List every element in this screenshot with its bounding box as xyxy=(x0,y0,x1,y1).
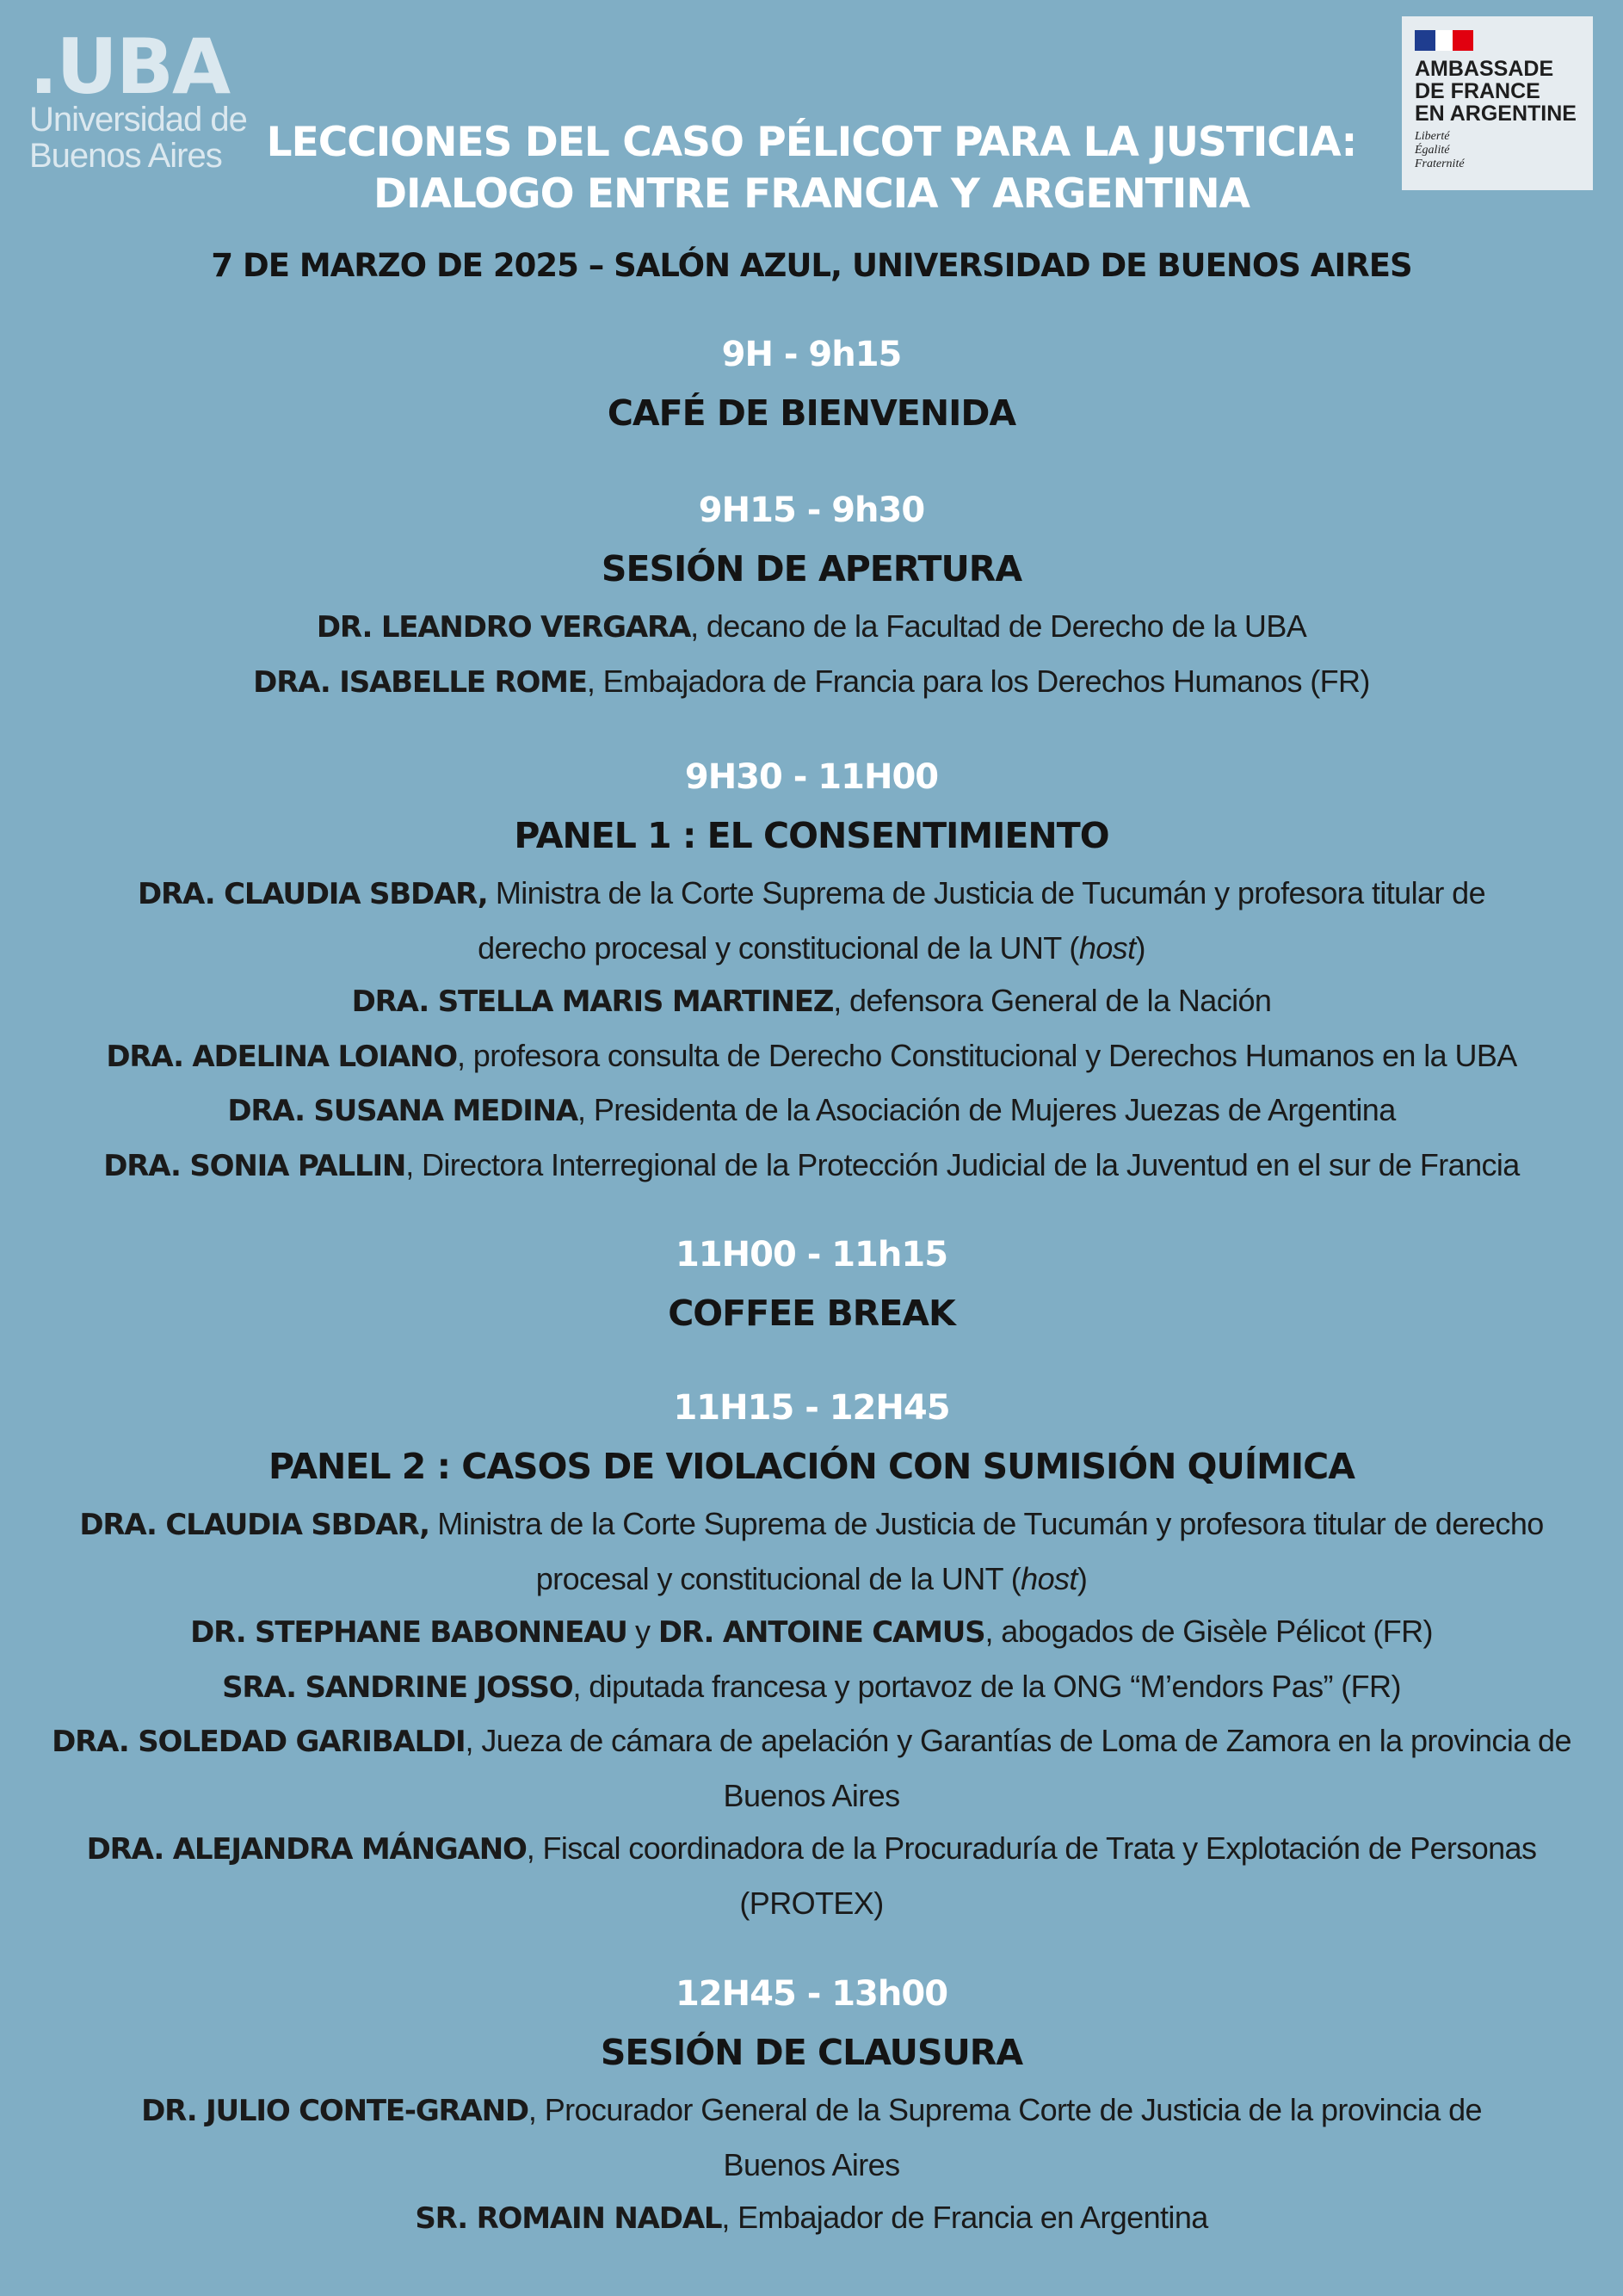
speaker-description-cont xyxy=(0,2139,1623,2192)
speaker-name: DR. STEPHANE BABONNEAU xyxy=(190,1615,627,1650)
speaker-name: DRA. STELLA MARIS MARTINEZ xyxy=(351,984,834,1019)
speaker-entry xyxy=(0,1083,1623,1139)
speaker-name: DRA. CLAUDIA SBDAR, xyxy=(137,877,488,911)
speaker-role: host xyxy=(1021,1560,1077,1596)
session-time: 12H45 - 13h00 xyxy=(675,1974,948,2014)
speaker-name: DRA. SUSANA MEDINA xyxy=(227,1094,578,1128)
speaker-entry xyxy=(0,600,1623,655)
speaker-description-cont xyxy=(0,1552,1623,1606)
speaker-description: , Embajador de Francia en Argentina xyxy=(721,2200,1208,2235)
speaker-description: , Fiscal coordinadora de la Procuraduría de Trata y Explotación de Personas xyxy=(526,1830,1537,1866)
speaker-connector: y xyxy=(626,1614,658,1649)
speaker-list xyxy=(0,1497,1623,1929)
event-date-location: 7 DE MARZO DE 2025 – SALÓN AZUL, UNIVERSIDAD DE BUENOS AIRES xyxy=(211,247,1412,284)
speaker-description: , Embajadora de Francia para los Derechos Humanos (FR) xyxy=(586,663,1370,699)
speaker-description: derecho procesal y constitucional de la UNT ( xyxy=(478,929,1079,966)
agenda-section xyxy=(0,1232,1623,1337)
speaker-description: ) xyxy=(1135,929,1145,966)
embassy-name-line1: AMBASSADE xyxy=(1415,57,1554,81)
session-time: 9H30 - 11H00 xyxy=(684,757,939,797)
session-title: SESIÓN DE CLAUSURA xyxy=(600,2032,1023,2073)
speaker-entry xyxy=(0,1714,1623,1769)
title-line-2: DIALOGO ENTRE FRANCIA Y ARGENTINA xyxy=(373,170,1250,218)
speaker-entry xyxy=(0,1660,1623,1715)
speaker-name: DRA. ISABELLE ROME xyxy=(253,664,587,700)
speaker-description: , Jueza de cámara de apelación y Garantías de Loma de Zamora en la provincia de xyxy=(465,1723,1571,1758)
session-title: COFFEE BREAK xyxy=(668,1293,955,1334)
speaker-list xyxy=(0,600,1623,709)
speaker-entry xyxy=(0,2191,1623,2246)
speaker-entry xyxy=(0,1139,1623,1194)
embassy-name-line2: DE FRANCE xyxy=(1415,79,1540,103)
speaker-description-cont xyxy=(0,1769,1623,1823)
speaker-entry xyxy=(0,655,1623,710)
speaker-entry xyxy=(0,1605,1623,1660)
speaker-name: SR. ROMAIN NADAL xyxy=(415,2201,722,2236)
speaker-description: , profesora consulta de Derecho Constitucional y Derechos Humanos en la UBA xyxy=(457,1037,1517,1073)
uba-logo-line1: Universidad de xyxy=(29,101,247,139)
speaker-description-cont xyxy=(0,922,1623,975)
embassy-name-line3: EN ARGENTINE xyxy=(1415,102,1577,126)
speaker-description: Buenos Aires xyxy=(723,1777,900,1813)
agenda-section xyxy=(0,755,1623,1193)
speaker-name: SRA. SANDRINE JOSSO xyxy=(222,1670,573,1705)
speaker-role: host xyxy=(1078,929,1136,966)
speaker-name: DR. JULIO CONTE-GRAND xyxy=(141,2094,528,2128)
speaker-name: DRA. CLAUDIA SBDAR, xyxy=(79,1508,429,1542)
title-line-1: LECCIONES DEL CASO PÉLICOT PARA LA JUSTICIA: xyxy=(266,119,1357,166)
speaker-description: , abogados de Gisèle Pélicot (FR) xyxy=(984,1614,1433,1649)
speaker-entry xyxy=(0,2083,1623,2139)
agenda-section xyxy=(0,1972,1623,2246)
uba-logo-mark: .UBA xyxy=(29,22,230,111)
speaker-description: Ministra de la Corte Suprema de Justicia de Tucumán y profesora titular de xyxy=(487,875,1486,910)
page-title xyxy=(0,117,1623,220)
speaker-description: (PROTEX) xyxy=(739,1885,884,1921)
motto-fraternite: Fraternité xyxy=(1415,157,1465,170)
speaker-entry xyxy=(0,867,1623,922)
speaker-list xyxy=(0,867,1623,1193)
speaker-description: , diputada francesa y portavoz de la ONG “M’endors Pas” (FR) xyxy=(572,1668,1401,1704)
speaker-entry xyxy=(0,1497,1623,1552)
session-time: 9H - 9h15 xyxy=(721,335,902,374)
session-title: PANEL 1 : EL CONSENTIMIENTO xyxy=(514,815,1109,856)
session-time: 11H00 - 11h15 xyxy=(675,1235,948,1275)
speaker-list xyxy=(0,2083,1623,2246)
agenda-section xyxy=(0,1386,1623,1929)
speaker-description: Ministra de la Corte Suprema de Justicia de Tucumán y profesora titular de derecho xyxy=(429,1506,1544,1541)
uba-logo-line2: Buenos Aires xyxy=(29,137,222,175)
speaker-name: DRA. ADELINA LOIANO xyxy=(106,1039,457,1074)
agenda-section xyxy=(0,332,1623,437)
speaker-description: procesal y constitucional de la UNT ( xyxy=(535,1560,1021,1596)
motto-egalite: Égalité xyxy=(1415,144,1450,157)
speaker-description: ) xyxy=(1077,1560,1088,1596)
speaker-description: , defensora General de la Nación xyxy=(833,983,1272,1018)
session-time: 9H15 - 9h30 xyxy=(698,491,925,530)
speaker-description: , decano de la Facultad de Derecho de la UBA xyxy=(690,608,1307,644)
speaker-description: , Directora Interregional de la Protección Judicial de la Juventud en el sur de Francia xyxy=(405,1146,1520,1182)
speaker-entry xyxy=(0,974,1623,1029)
session-title: PANEL 2 : CASOS DE VIOLACIÓN CON SUMISIÓN QUÍMICA xyxy=(268,1446,1355,1487)
speaker-description: Buenos Aires xyxy=(723,2146,900,2182)
french-flag-icon xyxy=(1415,30,1473,51)
motto-liberte: Liberté xyxy=(1415,130,1450,143)
speaker-description-cont xyxy=(0,1877,1623,1930)
speaker-name: DRA. SOLEDAD GARIBALDI xyxy=(52,1725,466,1759)
session-title: CAFÉ DE BIENVENIDA xyxy=(607,392,1016,434)
speaker-name: DR. ANTOINE CAMUS xyxy=(657,1615,985,1650)
session-title: SESIÓN DE APERTURA xyxy=(601,548,1022,589)
session-time: 11H15 - 12H45 xyxy=(673,1388,950,1428)
speaker-description: , Procurador General de la Suprema Corte de Justicia de la provincia de xyxy=(528,2092,1482,2127)
speaker-name: DR. LEANDRO VERGARA xyxy=(316,610,691,645)
speaker-description: , Presidenta de la Asociación de Mujeres Juezas de Argentina xyxy=(577,1092,1396,1127)
speaker-name: DRA. SONIA PALLIN xyxy=(103,1148,406,1183)
speaker-entry xyxy=(0,1822,1623,1877)
speaker-entry xyxy=(0,1029,1623,1084)
speaker-name: DRA. ALEJANDRA MÁNGANO xyxy=(86,1832,527,1867)
agenda-section xyxy=(0,488,1623,709)
